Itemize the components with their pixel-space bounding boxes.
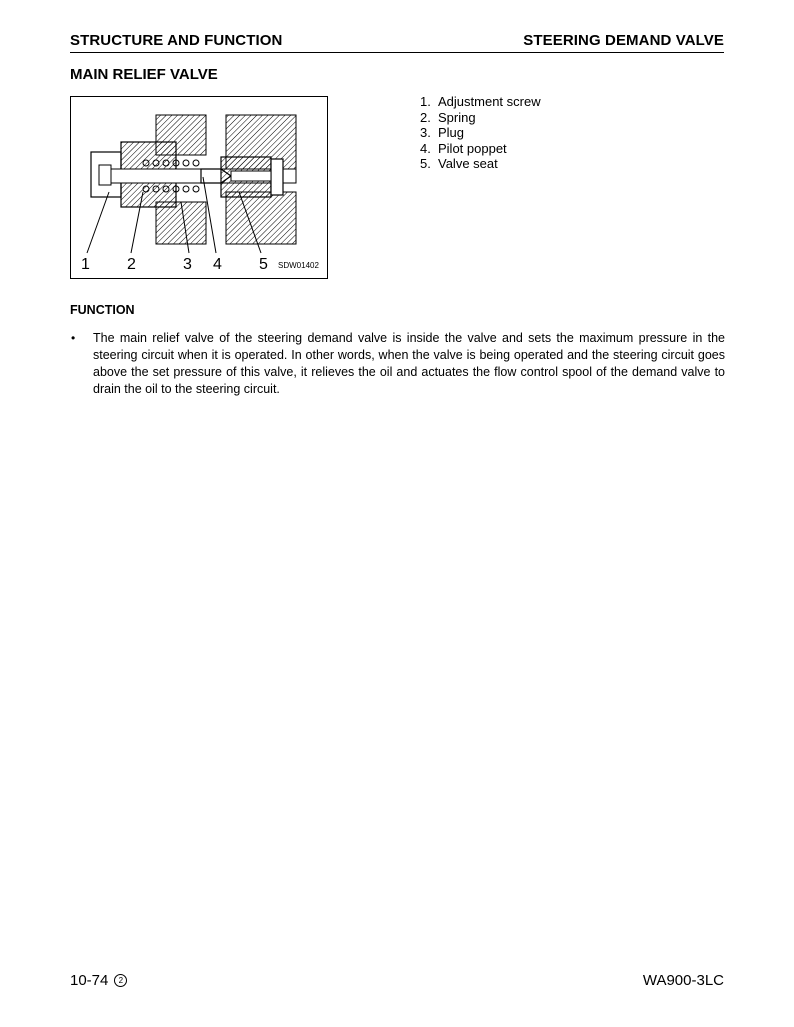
legend-label: Pilot poppet bbox=[438, 140, 507, 156]
legend-label: Spring bbox=[438, 109, 476, 125]
valve-diagram bbox=[70, 96, 328, 279]
legend-number: 1. bbox=[420, 94, 431, 109]
page-header bbox=[70, 32, 724, 53]
housing-lower-left bbox=[156, 202, 206, 244]
housing-lower-right bbox=[226, 192, 296, 244]
function-heading: FUNCTION bbox=[70, 303, 135, 317]
revision-mark: 2 bbox=[114, 974, 127, 987]
legend-item bbox=[420, 94, 541, 110]
page-number-footer bbox=[70, 972, 127, 989]
seat-cap bbox=[271, 159, 283, 195]
legend-number: 5. bbox=[420, 156, 431, 171]
legend-number: 4. bbox=[420, 140, 431, 156]
legend-label: Adjustment screw bbox=[438, 94, 541, 109]
valve-cross-section bbox=[71, 97, 329, 280]
legend-number: 3. bbox=[420, 125, 431, 140]
callout-1: 1 bbox=[81, 256, 90, 273]
figure-code: SDW01402 bbox=[278, 261, 319, 270]
legend-label: Valve seat bbox=[438, 156, 498, 171]
parts-legend bbox=[420, 94, 541, 172]
legend-item bbox=[420, 110, 541, 126]
section-title: MAIN RELIEF VALVE bbox=[70, 66, 218, 83]
legend-number: 2. bbox=[420, 109, 431, 125]
legend-item bbox=[420, 125, 541, 141]
callout-3: 3 bbox=[183, 256, 192, 273]
callout-2: 2 bbox=[127, 256, 136, 273]
legend-label: Plug bbox=[438, 125, 465, 140]
screw-socket bbox=[99, 165, 111, 185]
callout-5: 5 bbox=[259, 256, 268, 273]
model-footer: WA900-3LC bbox=[642, 972, 724, 989]
bullet-marker: • bbox=[71, 331, 76, 345]
header-section: STEERING DEMAND VALVE bbox=[523, 32, 724, 49]
legend-item bbox=[420, 156, 541, 172]
legend-item bbox=[420, 141, 541, 157]
seat-orifice bbox=[231, 171, 271, 181]
function-paragraph: The main relief valve of the steering demand valve is inside the valve and sets the maximum pressure in the steering circuit when it is operated. In other words, when the valve is being operated and the steering circuit goes above the set pressure of this valve, it relieves the oil and actuates the flow control spool of the demand valve to drain the oil to the steering circuit. bbox=[93, 331, 725, 396]
callout-4: 4 bbox=[213, 256, 222, 273]
page-number: 10-74 bbox=[70, 972, 109, 989]
header-chapter: STRUCTURE AND FUNCTION bbox=[70, 32, 283, 49]
